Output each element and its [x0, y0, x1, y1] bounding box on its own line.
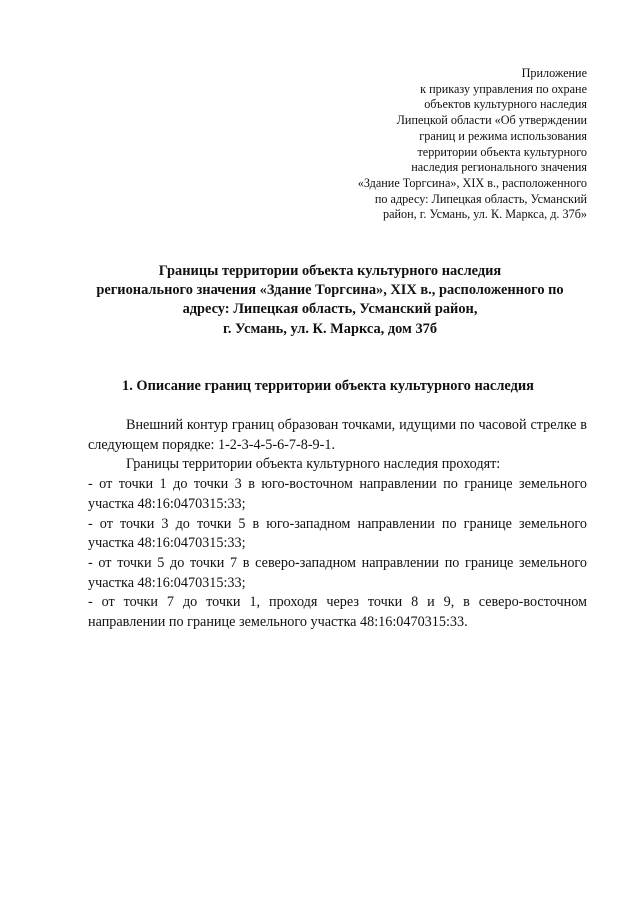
appendix-line: границ и режима использования — [419, 128, 587, 143]
section-heading: 1. Описание границ территории объекта культурного наследия — [122, 378, 534, 394]
appendix-line: территории объекта культурного — [417, 144, 587, 159]
title-line: г. Усмань, ул. К. Маркса, дом 37б — [222, 320, 438, 337]
paragraph-intro: Границы территории объекта культурного наследия проходят: — [126, 456, 501, 473]
title-line: регионального значения «Здание Торгсина», XIX в., расположенного по — [96, 282, 564, 299]
appendix-block — [287, 66, 587, 223]
appendix-line: по адресу: Липецкая область, Усманский — [374, 191, 587, 206]
boundary-item: - от точки 5 до точки 7 в северо-западном направлении по границе земельного участка 48:16:0470315:33; — [88, 554, 587, 591]
appendix-line: район, г. Усмань, ул. К. Маркса, д. 37б» — [383, 207, 587, 222]
appendix-line: Приложение — [521, 66, 587, 80]
title-line: Границы территории объекта культурного наследия — [158, 263, 502, 279]
appendix-line: объектов культурного наследия — [424, 97, 587, 112]
boundary-item: - от точки 7 до точки 1, проходя через точки 8 и 9, в северо-восточном направлении по границе земельного участка 48:16:0470315:33. — [88, 594, 587, 631]
boundary-item: - от точки 1 до точки 3 в юго-восточном направлении по границе земельного участка 48:16:0470315:33; — [88, 476, 587, 512]
appendix-line: Липецкой области «Об утверждении — [396, 113, 587, 128]
boundary-item: - от точки 3 до точки 5 в юго-западном направлении по границе земельного участка 48:16:0470315:33; — [88, 515, 587, 552]
document-title — [60, 262, 600, 339]
paragraph-contour: Внешний контур границ образован точками, идущими по часовой стрелке в следующем порядке: 1-2-3-4-5-6-7-8-9-1. — [88, 417, 587, 453]
title-line: адресу: Липецкая область, Усманский район, — [182, 301, 478, 318]
body-text — [88, 416, 587, 633]
appendix-line: наследия регионального значения — [411, 160, 587, 175]
appendix-line: «Здание Торгсина», XIX в., расположенного — [357, 175, 587, 190]
appendix-line: к приказу управления по охране — [420, 81, 587, 96]
